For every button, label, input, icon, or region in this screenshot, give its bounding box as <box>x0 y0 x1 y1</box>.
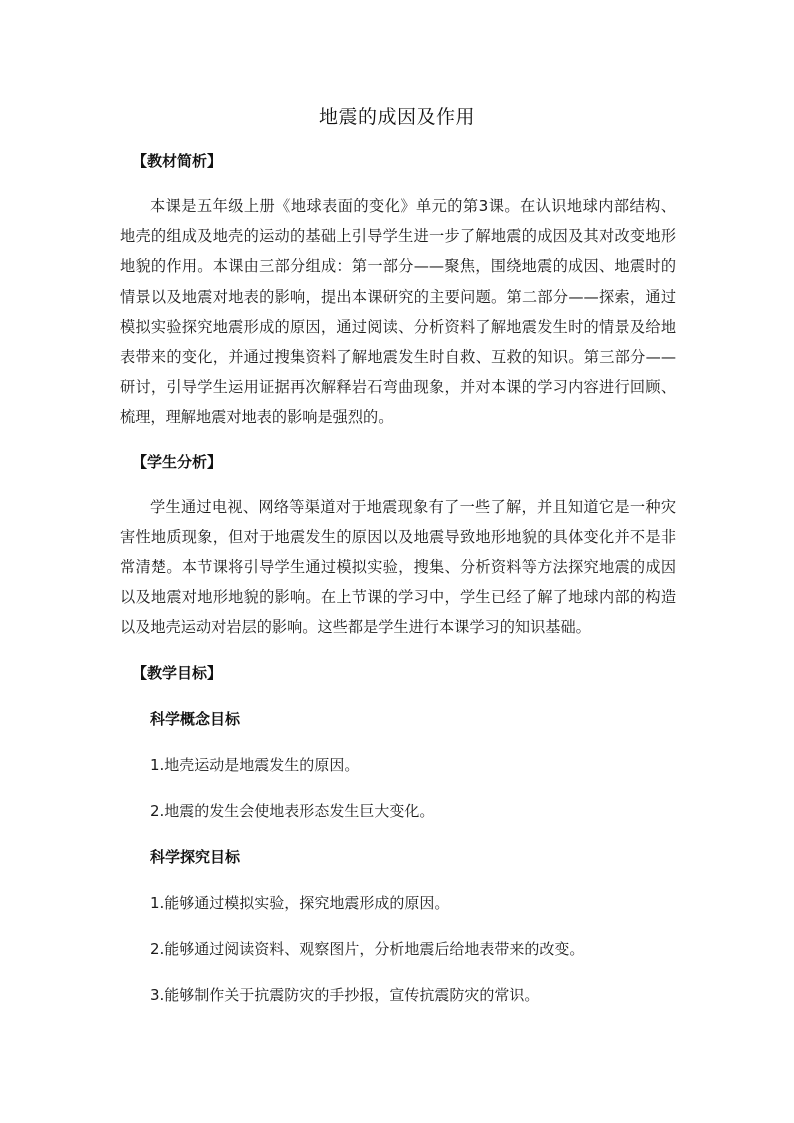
subheading-concept-goals: 科学概念目标 <box>150 709 241 728</box>
paragraph-students: 学生通过电视、网络等渠道对于地震现象有了一些了解，并且知道它是一种灾害性地质现象，但对于地震发生的原因以及地震导致地形地貌的具体变化并不是非常清楚。本节课将引导学生通过模拟实验，搜集、分析资料等方法探究地震的成因以及地震对地形地貌的影响。在上节课的学习中，学生已经了解了地球内部的构造以及地壳运动对岩层的影响。这些都是学生进行本课学习的知识基础。 <box>120 497 676 637</box>
section-textbook-analysis <box>120 150 676 433</box>
inquiry-goal-item: 1.能够通过模拟实验，探究地震形成的原因。 <box>150 893 450 912</box>
document-body <box>120 150 676 1006</box>
document-title: 地震的成因及作用 <box>318 106 475 128</box>
inquiry-goal-item: 3.能够制作关于抗震防灾的手抄报，宣传抗震防灾的常识。 <box>150 985 540 1004</box>
section-heading-textbook: 【教材简析】 <box>132 152 223 170</box>
paragraph-textbook: 本课是五年级上册《地球表面的变化》单元的第3课。在认识地球内部结构、地壳的组成及地壳的运动的基础上引导学生进一步了解地震的成因及其对改变地形地貌的作用。本课由三部分组成：第一部分——聚焦，围绕地震的成因、地震时的情景以及地震对地表的影响，提出本课研究的主要问题。第二部分——探索，通过模拟实验探究地震形成的原因，通过阅读、分析资料了解地震发生时的情景及给地表带来的变化，并通过搜集资料了解地震发生时自救、互救的知识。第三部分——研讨，引导学生运用证据再次解释岩石弯曲现象，并对本课的学习内容进行回顾、梳理，理解地震对地表的影响是强烈的。 <box>120 197 676 427</box>
section-heading-goals: 【教学目标】 <box>132 663 223 682</box>
concept-goal-item: 2.地震的发生会使地表形态发生巨大变化。 <box>150 801 435 820</box>
section-teaching-goals <box>120 662 676 1006</box>
inquiry-goal-item: 2.能够通过阅读资料、观察图片，分析地震后给地表带来的改变。 <box>150 939 585 958</box>
subheading-inquiry-goals: 科学探究目标 <box>150 847 241 866</box>
section-student-analysis <box>120 451 676 643</box>
section-heading-students: 【学生分析】 <box>132 452 223 471</box>
concept-goal-item: 1.地壳运动是地震发生的原因。 <box>150 755 360 774</box>
